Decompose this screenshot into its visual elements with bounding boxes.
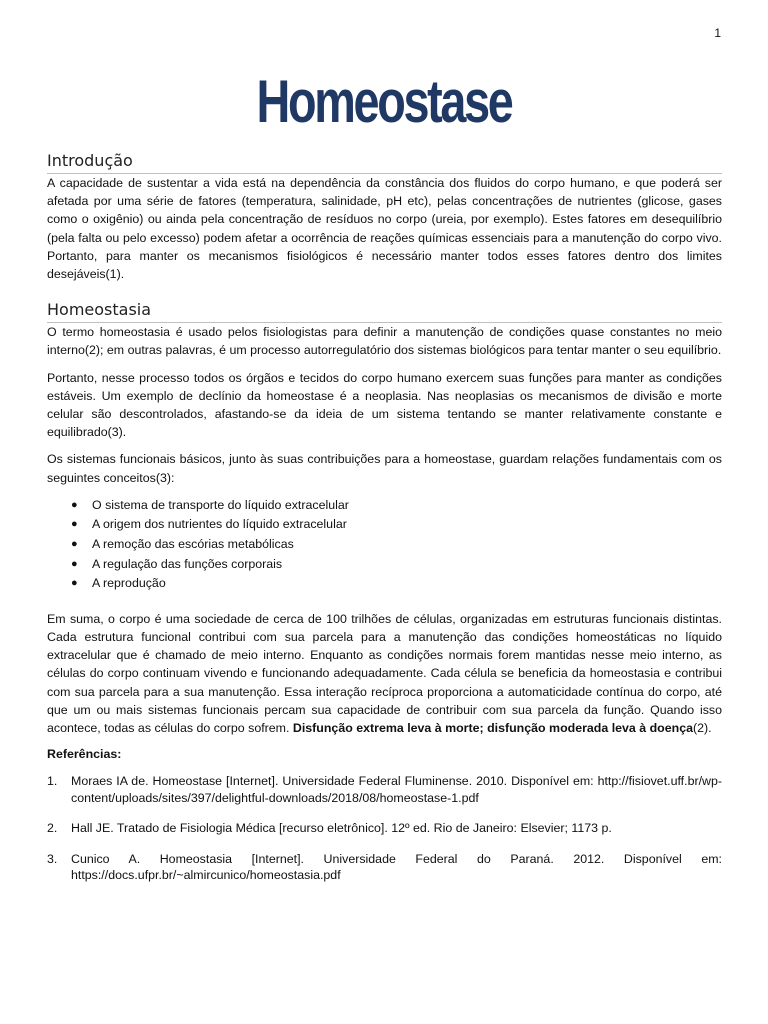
- homeostasia-heading: Homeostasia: [47, 299, 722, 323]
- references-heading: Referências:: [47, 747, 122, 762]
- list-item: ● A origem dos nutrientes do líquido extracelular: [47, 515, 722, 535]
- emphasis-text: Disfunção extrema leva à morte; disfunção moderada leva à doença: [292, 721, 693, 736]
- reference-item: 3. Cunico A. Homeostasia [Internet]. Universidade Federal do Paraná. 2012. Disponível em: https://docs.ufpr.br/~almircunico/homeostasia.pdf: [47, 851, 722, 883]
- homeostasia-paragraph-2: Portanto, nesse processo todos os órgãos e tecidos do corpo humano exercem suas funções para manter as condições estáveis. Um exemplo de declínio da homeostase é a neoplasia. Nas neoplasias os mecanismos de divisão e morte celular são descontrolados, afastando-se da ideia de um sistema tentando se manter relativamente constante e equilibrado(3).: [47, 370, 722, 440]
- bullet-icon: ●: [71, 538, 78, 551]
- bullet-icon: ●: [71, 518, 78, 531]
- reference-item: 1. Moraes IA de. Homeostase [Internet]. Universidade Federal Fluminense. 2010. Disponível em: http://fisiovet.uff.br/wp-content/uploads/sites/397/delightful-downloads/2018/08/homeostase-1.pdf: [47, 774, 722, 805]
- bullet-icon: ●: [71, 557, 78, 570]
- list-item: ● A regulação das funções corporais: [47, 555, 722, 575]
- references-list: [47, 773, 722, 884]
- concepts-list: [47, 496, 722, 594]
- intro-paragraph: A capacidade de sustentar a vida está na dependência da constância dos fluidos do corpo humano, e que poderá ser afetada por uma série de fatores (temperatura, salinidade, pH etc), pelas concentrações de nutrientes (glicose, gases como o oxigênio) ou ainda pela concentração de resíduos no corpo (ureia, por exemplo). Estes fatores em desequilíbrio (pela falta ou pelo excesso) podem afetar a ocorrência de reações químicas essenciais para a manutenção do corpo vivo. Portanto, para manter os mecanismos fisiológicos é necessário manter todos esses fatores dentro dos limites desejáveis(1).: [47, 176, 722, 282]
- document-title: Homeostase: [256, 68, 512, 135]
- list-item: ● A reprodução: [47, 574, 722, 594]
- intro-heading: Introdução: [47, 150, 722, 174]
- reference-item: 2. Hall JE. Tratado de Fisiologia Médica [recurso eletrônico]. 12º ed. Rio de Janeiro: Elsevier; 1173 p.: [47, 821, 612, 836]
- bullet-icon: ●: [71, 577, 78, 590]
- homeostasia-paragraph-3: Os sistemas funcionais básicos, junto às suas contribuições para a homeostase, guardam relações fundamentais com os seguintes conceitos(3):: [47, 452, 722, 485]
- list-item: ● A remoção das escórias metabólicas: [47, 535, 722, 555]
- document-body: [47, 150, 722, 898]
- bullet-icon: ●: [71, 498, 78, 511]
- page-number: 1: [714, 26, 721, 40]
- homeostasia-paragraph-4: Em suma, o corpo é uma sociedade de cerca de 100 trilhões de células, organizadas em estruturas funcionais distintas. Cada estrutura funcional contribui com sua parcela para a manutenção das condições homeostáticas no líquido extracelular que é chamado de meio interno. Enquanto as condições normais forem mantidas nesse meio interno, as células do corpo continuam vivendo e funcionando adequadamente. Cada célula se beneficia da homeostasia e contribui com sua parcela para a sua manutenção. Essa interação recíproca proporciona a automaticidade contínua do corpo, até que um ou mais sistemas funcionais percam sua capacidade de contribuir com sua parcela da função. Quando isso acontece, todas as células do corpo sofrem. Disfunção extrema leva à morte; disfunção moderada leva à doença(2).: [47, 611, 722, 736]
- homeostasia-paragraph-1: O termo homeostasia é usado pelos fisiologistas para definir a manutenção de condições quase constantes no meio interno(2); em outras palavras, é um processo autorregulatório dos sistemas biológicos para tentar manter o seu equilíbrio.: [47, 325, 722, 358]
- list-item: ● O sistema de transporte do líquido extracelular: [47, 496, 722, 516]
